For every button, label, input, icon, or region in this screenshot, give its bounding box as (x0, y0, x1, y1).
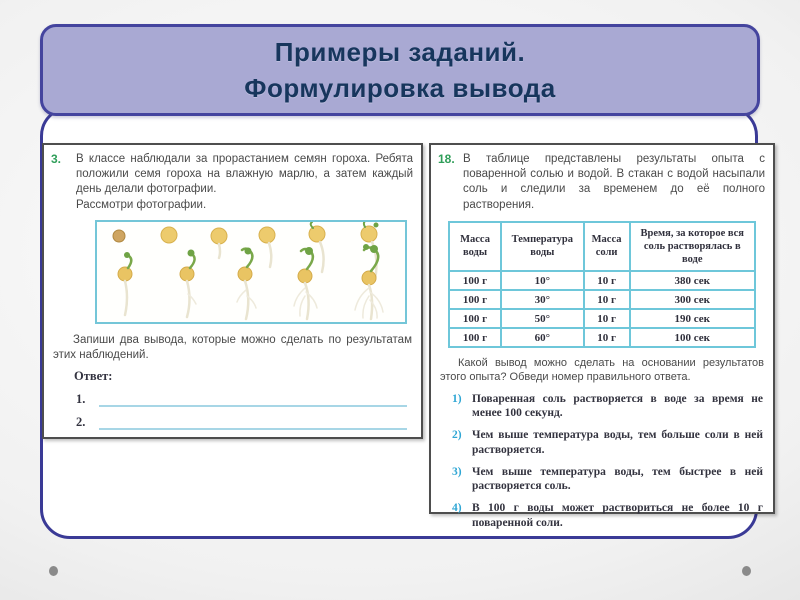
cell-salt-mass: 10 г (584, 309, 630, 328)
task18-intro-text: В таблице представлены результаты опыта с поваренной солью и водой. В стакан с водой насыпали соль и следили за временем до её полного растворения. (463, 153, 765, 211)
option3-number: 3) (452, 465, 462, 478)
option4-text: В 100 г воды может раствориться не более 10 г поваренной соли. (472, 501, 763, 529)
option2-number: 2) (452, 429, 462, 442)
cell-time: 100 сек (630, 328, 755, 347)
header-dissolve-time: Время, за которое вся соль растворялась в воде (630, 222, 755, 271)
answer1-number: 1. (76, 392, 86, 407)
option-1[interactable] (452, 392, 763, 421)
option1-text: Поваренная соль растворяется в воде за время не менее 100 секунд. (472, 392, 763, 420)
answer1-blank-line[interactable] (99, 394, 407, 407)
slide-title-box (40, 24, 760, 116)
option-3[interactable] (452, 465, 763, 494)
cell-temperature: 10° (501, 271, 584, 290)
cell-time: 190 сек (630, 309, 755, 328)
task3-answer-label: Ответ: (74, 369, 113, 384)
pea-seeds-illustration (97, 222, 405, 322)
task18-question: Какой вывод можно сделать на основании результатов этого опыта? Обведи номер правильного ответа. (440, 357, 764, 384)
task3-intro-line2: Рассмотри фотографии. (76, 198, 207, 211)
cell-water-mass: 100 г (449, 309, 501, 328)
task-panel-germination (42, 143, 423, 439)
task3-intro-paragraph: В классе наблюдали за прорастанием семян гороха. Ребята положили семя гороха на влажную марлю, а затем каждый день делали фотографии. (76, 153, 413, 196)
table-row (449, 309, 755, 328)
option1-number: 1) (452, 392, 462, 405)
option-2[interactable] (452, 428, 763, 457)
answer-row-2 (76, 415, 407, 430)
header-water-temperature: Температура воды (501, 222, 584, 271)
cell-salt-mass: 10 г (584, 271, 630, 290)
answer2-blank-line[interactable] (99, 417, 407, 430)
answer-options-list (431, 392, 773, 531)
cell-temperature: 30° (501, 290, 584, 309)
task18-number: 18. (438, 152, 455, 166)
pea-germination-photo (95, 220, 407, 324)
option-4[interactable] (452, 501, 763, 530)
cell-time: 380 сек (630, 271, 755, 290)
cell-temperature: 60° (501, 328, 584, 347)
cell-salt-mass: 10 г (584, 328, 630, 347)
slide-decoration-dot-right (742, 566, 751, 576)
cell-water-mass: 100 г (449, 290, 501, 309)
table-row (449, 271, 755, 290)
answer-row-1 (76, 392, 407, 407)
header-water-mass: Масса воды (449, 222, 501, 271)
answer2-number: 2. (76, 415, 86, 430)
cell-water-mass: 100 г (449, 328, 501, 347)
task3-number: 3. (51, 152, 62, 166)
option4-number: 4) (452, 501, 462, 514)
task-panel-salt-experiment (429, 143, 775, 529)
slide-title-line2: Формулировка вывода (244, 73, 556, 103)
table-row (449, 290, 755, 309)
cell-time: 300 сек (630, 290, 755, 309)
slide-title-line1: Примеры заданий. (274, 37, 526, 67)
header-salt-mass: Масса соли (584, 222, 630, 271)
option2-text: Чем выше температура воды, тем больше соли в ней растворяется. (472, 429, 763, 456)
table-row (449, 328, 755, 347)
task3-instruction: Запиши два вывода, которые можно сделать по результатам этих наблюдений. (53, 333, 412, 361)
cell-water-mass: 100 г (449, 271, 501, 290)
task18-intro-row (431, 145, 773, 213)
experiment-results-table (448, 221, 756, 348)
cell-temperature: 50° (501, 309, 584, 328)
cell-salt-mass: 10 г (584, 290, 630, 309)
slide-decoration-dot-left (49, 566, 58, 576)
task3-intro-row (44, 145, 421, 213)
option3-text: Чем выше температура воды, тем быстрее в ней растворяется соль. (472, 465, 763, 493)
table-header-row (449, 222, 755, 271)
task3-intro-text (76, 152, 413, 213)
